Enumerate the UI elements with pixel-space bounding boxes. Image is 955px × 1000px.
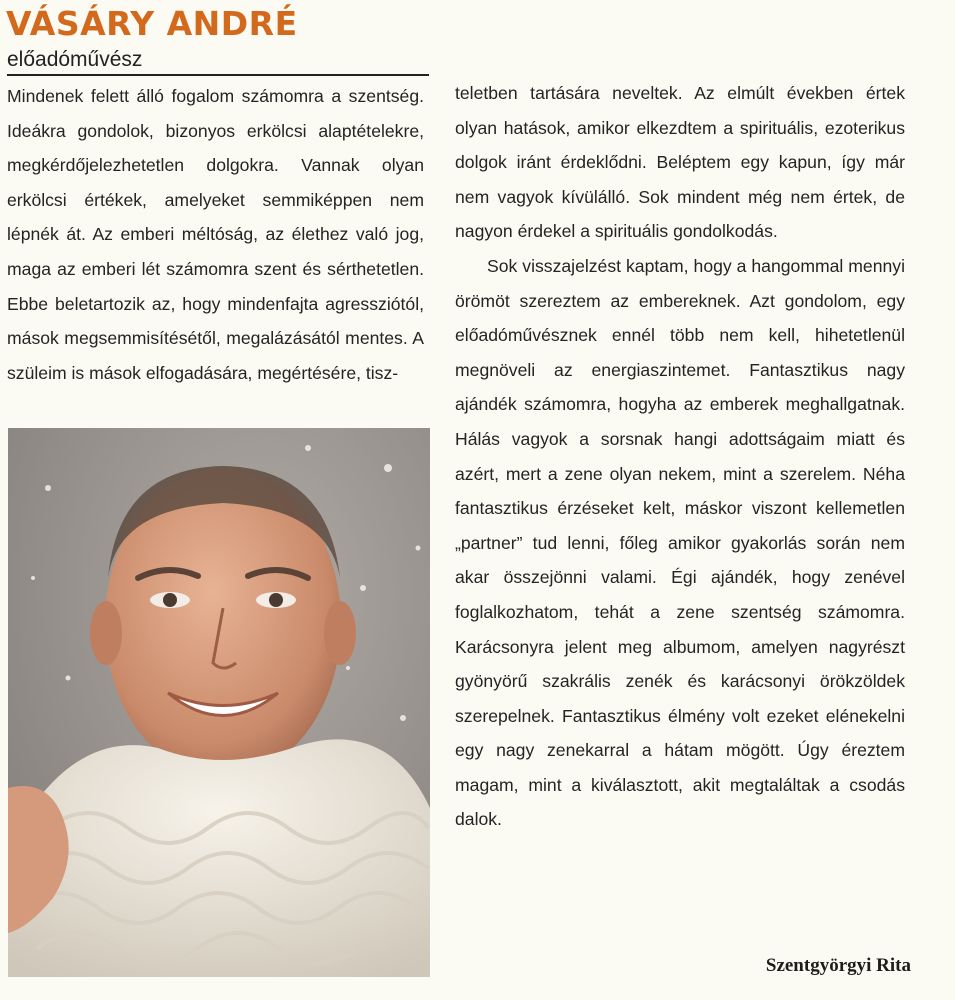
article-subtitle: előadóművész [7, 48, 143, 71]
left-column [7, 79, 424, 390]
left-paragraph: Mindenek felett álló fogalom számomra a szentség. Ideákra gondolok, bizonyos erkölcsi alaptételekre, megkérdőjelezhetetlen dolgokra. Vannak olyan erkölcsi értékek, amelyeket semmiképpen nem lépnék át. Az emberi méltóság, az élethez való jog, maga az emberi lét számomra szent és sérthetetlen. Ebbe beletartozik az, hogy mindenfajta agressziótól, mások megsemmisítésétől, megalázásától mentes. A szüleim is mások elfogadására, megértésére, tisz- [7, 86, 424, 383]
author-byline: Szentgyörgyi Rita [765, 955, 911, 976]
portrait-photo [8, 428, 430, 977]
right-paragraph-1: teletben tartására neveltek. Az elmúlt években értek olyan hatások, amikor elkezdtem a spirituális, ezoterikus dolgok iránt érdeklődni. Beléptem egy kapun, így már nem vagyok kívülálló. Sok mindent még nem értek, de nagyon érdekel a spirituális gondolkodás. [455, 83, 905, 242]
title-divider [7, 74, 429, 76]
article-title: VÁSÁRY ANDRÉ [6, 4, 298, 43]
right-column [455, 76, 905, 837]
right-paragraph-2: Sok visszajelzést kaptam, hogy a hangommal mennyi örömöt szereztem az embereknek. Azt gondolom, egy előadóművésznek ennél több nem kell, hihetetlenül megnöveli az energiaszintemet. Fantasztikus nagy ajándék számomra, hogyha az emberek meghallgatnak. Hálás vagyok a sorsnak hangi adottságaim miatt és azért, mert a zene olyan nekem, mint a szerelem. Néha fantasztikus érzéseket kelt, máskor viszont kellemetlen „partner” tud lenni, főleg amikor gyakorlás során nem akar összejönni valami. Égi ajándék, hogy zenével foglalkozhatom, tehát a zene szentség számomra. Karácsonyra jelent meg albumom, amelyen nagyrészt gyönyörű szakrális zenék és karácsonyi örökzöldek szerepelnek. Fantasztikus élmény volt ezeket elénekelni egy nagy zenekarral a hátam mögött. Úgy éreztem magam, mint a kiválasztott, akit megtaláltak a csodás dalok. [455, 255, 905, 830]
